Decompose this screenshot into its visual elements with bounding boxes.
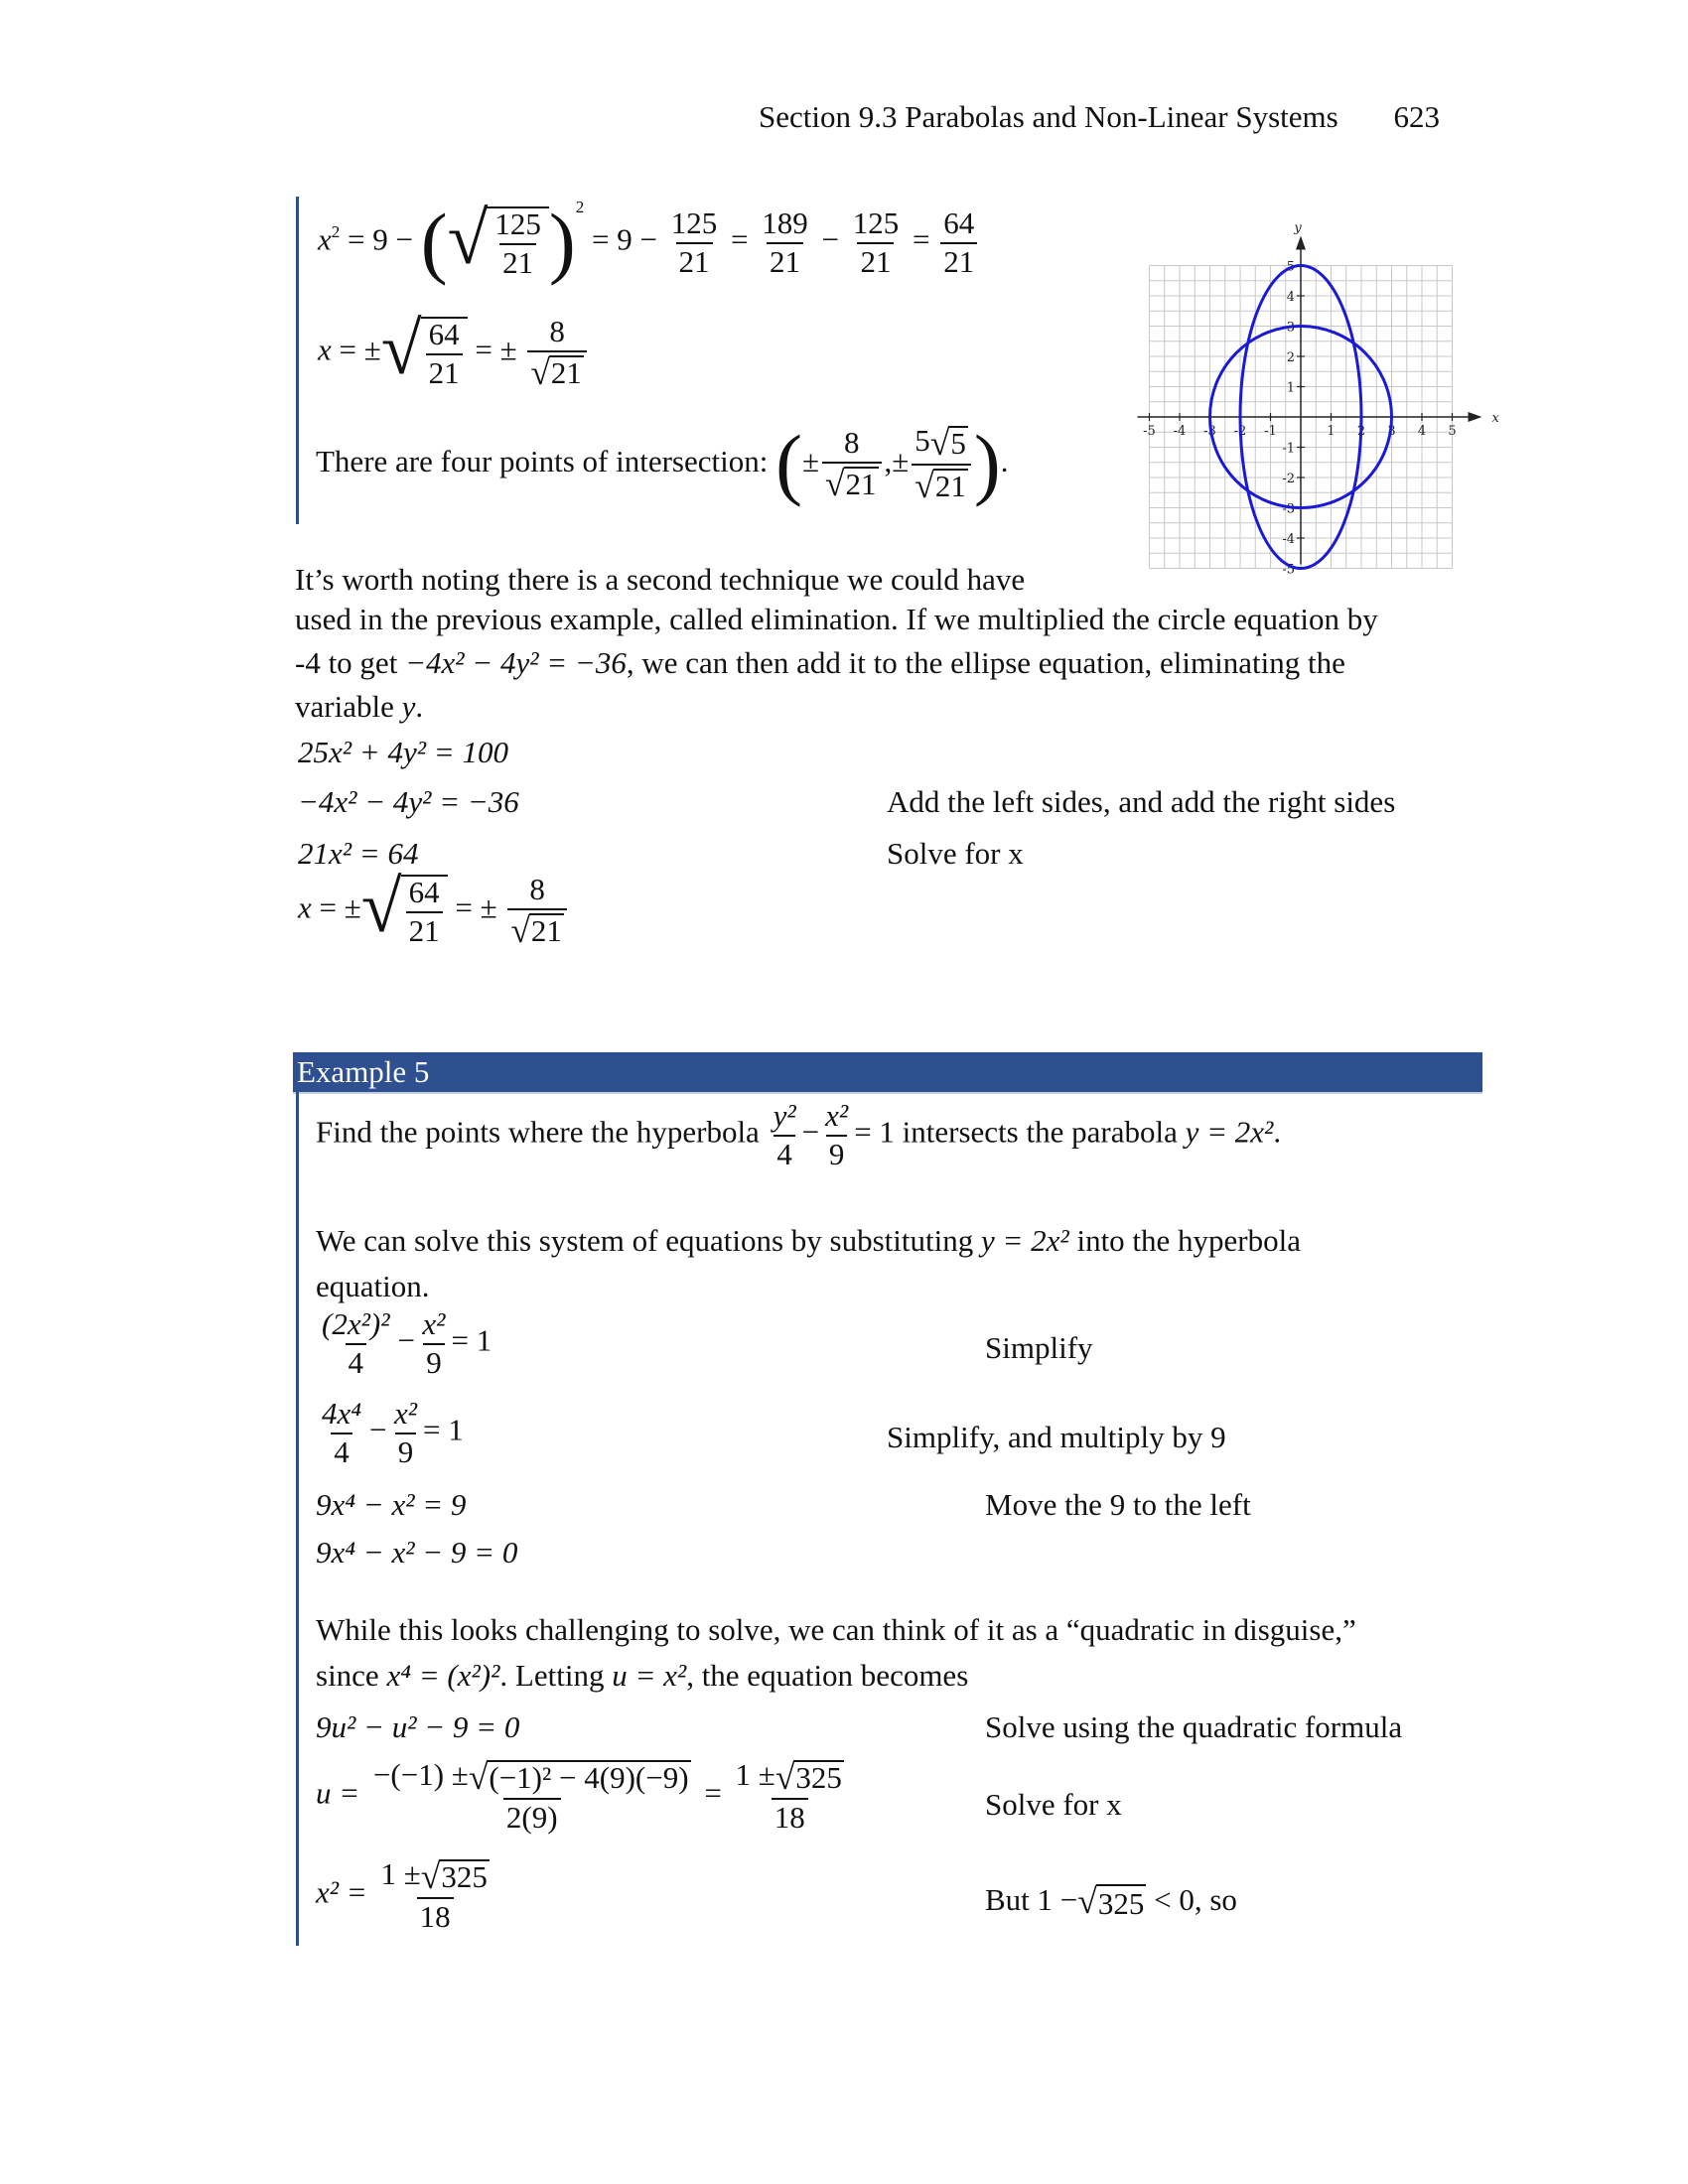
prompt-mid: intersects the parabola — [902, 1114, 1178, 1150]
x-tick-label: -2 — [1233, 424, 1247, 439]
var-x: x — [318, 221, 332, 257]
x-tick-label: 5 — [1448, 424, 1457, 439]
hyperbola-term-2: $\frac{\text{x²}}{9}$ — [825, 1098, 849, 1171]
disguise-line-2: since x⁴ = (x²)². Letting u = x², the equation becomes — [316, 1658, 969, 1693]
right-paren: ) — [973, 419, 1001, 508]
minus-sign: − — [821, 221, 839, 257]
equals-pm: = ± — [339, 332, 381, 367]
y-tick-label: 2 — [1286, 350, 1295, 365]
parabola-eq: y = 2x² — [1185, 1114, 1274, 1150]
y-axis-label: y — [1294, 220, 1302, 236]
x-tick-label: 1 — [1327, 424, 1336, 439]
y-tick-label: -4 — [1282, 532, 1295, 547]
circle-ellipse-graph — [1117, 213, 1499, 578]
sqrt-64-21: √ $\frac{64}{21}$ — [381, 317, 468, 389]
y-tick-label: 4 — [1286, 290, 1295, 305]
y-tick-label: -1 — [1282, 441, 1295, 457]
right-paren: ) — [548, 198, 576, 287]
disguise-line-1: While this looks challenging to solve, we can think of it as a “quadratic in disguise,” — [316, 1612, 1356, 1647]
elim-step-3-note: Solve for x — [887, 836, 1024, 871]
x-squared-result: x² = 1 ± √ 325 18 — [316, 1856, 488, 1934]
fraction-8-sqrt21: 8 √ 21 — [507, 874, 567, 948]
substitution-line-2: equation. — [316, 1269, 430, 1303]
x-tick-label: 3 — [1387, 424, 1396, 439]
elim-final-solution — [298, 867, 570, 950]
y-tick-label: 3 — [1286, 320, 1295, 336]
quadratic-equation: 9u² − u² − 9 = 0 — [316, 1709, 520, 1744]
fraction-2: $\frac{189}{21}$ — [762, 205, 808, 279]
example-5-label: Example 5 — [297, 1054, 430, 1089]
x-tick-label: 2 — [1356, 424, 1366, 439]
hyperbola-term-1: $\frac{\text{y²}}{4}$ — [773, 1098, 796, 1171]
u-note: Solve for x — [985, 1787, 1122, 1822]
equals-4: = — [912, 221, 930, 257]
fraction-1: $\frac{125}{21}$ — [670, 205, 718, 279]
prompt-pre: Find the points where the hyperbola — [316, 1114, 760, 1150]
equals-9-minus: = 9 − — [348, 221, 413, 257]
elimination-para-line-4 — [295, 689, 423, 725]
elim-step-2-note: Add the left sides, and add the right sides — [887, 784, 1396, 819]
exponent: 2 — [331, 221, 341, 241]
ex5-step-2-note: Simplify, and multiply by 9 — [887, 1420, 1226, 1454]
section-title: Section 9.3 Parabolas and Non-Linear Systems — [759, 99, 1338, 134]
var-x: x — [298, 889, 312, 925]
x-tick-label: -1 — [1264, 424, 1277, 439]
ex5-step-1-note: Simplify — [985, 1330, 1093, 1365]
outer-exponent: 2 — [575, 198, 585, 217]
y-axis-arrow-icon — [1296, 236, 1306, 250]
y-tick-label: 1 — [1286, 380, 1295, 396]
denominator: 21 — [499, 243, 536, 280]
para-line-3-eq: −4x² − 4y² = −36 — [405, 645, 627, 680]
x-axis-arrow-icon — [1469, 412, 1482, 422]
var-x: x — [318, 332, 332, 367]
x-tick-label: -4 — [1173, 424, 1187, 439]
elim-step-2-eq: −4x² − 4y² = −36 — [298, 784, 519, 819]
ex5-line-eq-1: 9x⁴ − x² = 9 — [316, 1487, 467, 1522]
equation-x-squared — [318, 198, 980, 287]
para-line-4-post: . — [415, 689, 424, 724]
x-axis-label: x — [1491, 411, 1499, 426]
para-line-4-pre: variable — [295, 689, 394, 724]
example-5-bar — [296, 1092, 299, 1946]
intersection-text: There are four points of intersection: — [316, 443, 769, 478]
left-paren: ( — [775, 419, 802, 508]
equation-x-solution — [318, 309, 590, 392]
elim-step-1-eq: 25x² + 4y² = 100 — [298, 735, 508, 769]
x-tick-label: -5 — [1143, 424, 1156, 439]
example-5-header — [293, 1052, 1482, 1094]
para-line-4-var: y — [401, 689, 416, 724]
fraction-4: $\frac{64}{21}$ — [940, 207, 977, 278]
para-line-3-pre: -4 to get — [295, 645, 398, 680]
ex5-step-1: $\frac{\text{(2x²)²}}{4}$ − $\frac{\text{x²}}{9}$ = 1 — [322, 1306, 492, 1380]
equals-pm-2: = ± — [455, 889, 497, 925]
sqrt-125-21: √ $\frac{125}{21}$ — [448, 206, 549, 279]
x-tick-label: 4 — [1417, 424, 1427, 439]
ex5-step-2: $\frac{\text{4x⁴}}{4}$ − $\frac{\text{x²}}{9}$ = 1 — [322, 1396, 464, 1469]
equals-pm: = ± — [319, 889, 361, 925]
numerator: 125 — [494, 206, 541, 241]
x-tick-label: -3 — [1203, 424, 1216, 439]
y-tick-label: -3 — [1282, 501, 1295, 517]
y-tick-label: -2 — [1282, 472, 1295, 486]
elimination-para-line-2: used in the previous example, called elimination. If we multiplied the circle equation by — [295, 602, 1378, 636]
elimination-para-line-3 — [295, 645, 1345, 681]
y-tick-label: 5 — [1286, 259, 1295, 275]
substitution-line-1: We can solve this system of equations by substituting y = 2x² into the hyperbola — [316, 1223, 1302, 1258]
page-number: 623 — [1393, 99, 1440, 134]
running-header — [759, 99, 1440, 135]
elimination-para-line-1: It’s worth noting there is a second technique we could have — [295, 562, 1026, 597]
fraction-8-sqrt21: 8 √ 21 — [527, 316, 587, 390]
intersection-statement: There are four points of intersection: (± 8 √ 21 ,± 5 √ 5 √ 21 ). — [316, 419, 1009, 508]
ex5-line-eq-2: 9x⁴ − x² − 9 = 0 — [316, 1535, 518, 1570]
fraction-3: $\frac{125}{21}$ — [852, 205, 900, 279]
ex5-line-eq-1-note: Move the 9 to the left — [985, 1487, 1251, 1522]
u-quadratic-formula: u = −(−1) ± √ (−1)² − 4(9)(−9) 2(9) = 1 ± √ 325 18 — [316, 1757, 842, 1835]
example-continuation-bar — [296, 197, 299, 524]
para-line-3-post: , we can then add it to the ellipse equation, eliminating the — [626, 645, 1345, 680]
x-squared-note: But 1 − √ 325 < 0, so — [985, 1880, 1237, 1921]
y-tick-label: -5 — [1282, 562, 1295, 578]
left-paren: ( — [420, 198, 448, 287]
elim-step-3-eq: 21x² = 64 — [298, 836, 419, 871]
equals-9-minus-2: = 9 − — [592, 221, 657, 257]
equals-3: = — [731, 221, 749, 257]
example-5-prompt: Find the points where the hyperbola $\frac{\text{y²}}{4}$ − $\frac{\text{x²}}{9}$ = 1 intersects the parabola y = 2x². — [316, 1098, 1282, 1171]
quadratic-note: Solve using the quadratic formula — [985, 1709, 1403, 1744]
sqrt-64-21: √ $\frac{64}{21}$ — [361, 875, 448, 947]
equals-pm-2: = ± — [475, 332, 517, 367]
